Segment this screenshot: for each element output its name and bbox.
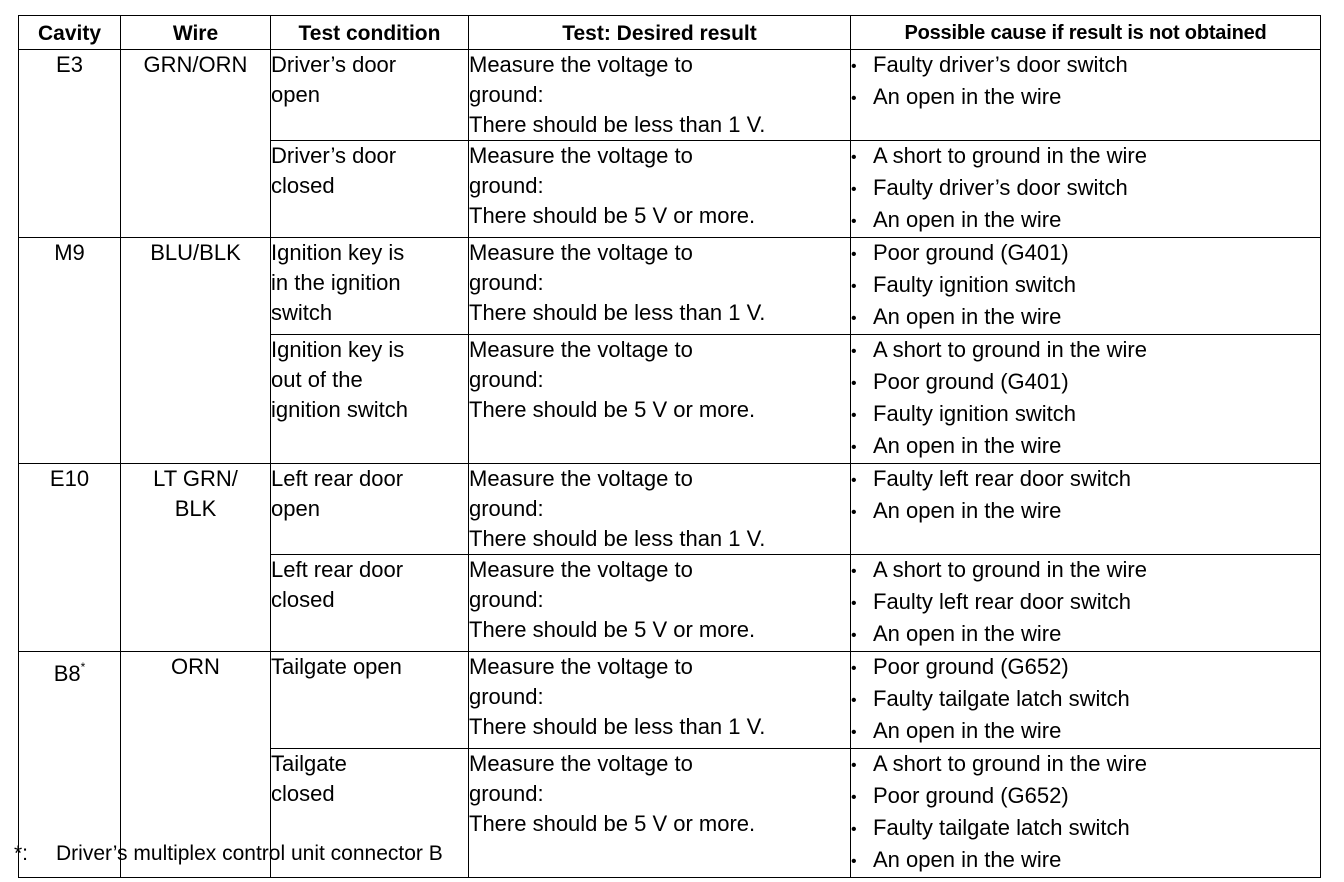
- header-row: [19, 16, 1321, 50]
- possible-cause-item: • An open in the wire: [851, 619, 1320, 651]
- possible-cause-cell: [851, 652, 1321, 749]
- possible-cause-cell: [851, 238, 1321, 335]
- test-condition-line: out of the: [271, 367, 363, 392]
- wire-cell: [121, 464, 271, 652]
- desired-result-line: Measure the voltage to: [469, 751, 693, 776]
- desired-result-line: There should be less than 1 V.: [469, 300, 766, 325]
- possible-cause-item: • A short to ground in the wire: [851, 335, 1320, 367]
- desired-result-line: Measure the voltage to: [469, 143, 693, 168]
- wire-cell: [121, 238, 271, 464]
- cavity-cell: [19, 464, 121, 652]
- desired-result-line: Measure the voltage to: [469, 240, 693, 265]
- header-wire: Wire: [121, 16, 271, 50]
- cavity-label: E3: [56, 52, 83, 77]
- possible-cause-item: • Faulty ignition switch: [851, 399, 1320, 431]
- possible-cause-item: • Faulty tailgate latch switch: [851, 684, 1320, 716]
- test-condition-cell: [271, 652, 469, 749]
- possible-cause-item: • An open in the wire: [851, 496, 1320, 528]
- possible-cause-item: • A short to ground in the wire: [851, 749, 1320, 781]
- possible-cause-item: • An open in the wire: [851, 205, 1320, 237]
- desired-result-line: ground:: [469, 781, 544, 806]
- wire-label: BLU/BLK: [150, 240, 241, 265]
- desired-result-cell: [469, 464, 851, 555]
- table-row: [19, 238, 1321, 335]
- possible-cause-cell: [851, 50, 1321, 141]
- possible-cause-item: • A short to ground in the wire: [851, 555, 1320, 587]
- test-condition-cell: [271, 464, 469, 555]
- possible-cause-item: • An open in the wire: [851, 431, 1320, 463]
- test-condition-line: Left rear door: [271, 557, 404, 582]
- test-condition-cell: [271, 50, 469, 141]
- possible-cause-item: • A short to ground in the wire: [851, 141, 1320, 173]
- test-condition-line: closed: [271, 173, 335, 198]
- test-condition-cell: [271, 141, 469, 238]
- header-test-condition: Test condition: [271, 16, 469, 50]
- desired-result-line: ground:: [469, 367, 544, 392]
- test-condition-line: Driver’s door: [271, 52, 397, 77]
- test-condition-line: Tailgate: [271, 751, 347, 776]
- test-condition-line: Driver’s door: [271, 143, 397, 168]
- possible-cause-item: • Poor ground (G652): [851, 652, 1320, 684]
- desired-result-line: There should be less than 1 V.: [469, 526, 766, 551]
- desired-result-line: ground:: [469, 587, 544, 612]
- possible-cause-cell: [851, 335, 1321, 464]
- possible-cause-item: • Poor ground (G401): [851, 367, 1320, 399]
- possible-cause-cell: [851, 141, 1321, 238]
- header-desired-result: Test: Desired result: [469, 16, 851, 50]
- possible-cause-item: • Faulty driver’s door switch: [851, 50, 1320, 82]
- possible-cause-item: • An open in the wire: [851, 845, 1320, 877]
- desired-result-line: There should be 5 V or more.: [469, 397, 756, 422]
- desired-result-line: Measure the voltage to: [469, 557, 693, 582]
- desired-result-cell: [469, 141, 851, 238]
- test-condition-line: Ignition key is: [271, 337, 405, 362]
- desired-result-cell: [469, 749, 851, 878]
- test-condition-line: Tailgate open: [271, 654, 402, 679]
- desired-result-line: There should be less than 1 V.: [469, 112, 766, 137]
- desired-result-cell: [469, 652, 851, 749]
- wire-label: ORN: [171, 654, 220, 679]
- possible-cause-item: • Poor ground (G401): [851, 238, 1320, 270]
- desired-result-line: There should be less than 1 V.: [469, 714, 766, 739]
- possible-cause-cell: [851, 464, 1321, 555]
- test-condition-cell: [271, 238, 469, 335]
- possible-cause-item: • Faulty left rear door switch: [851, 587, 1320, 619]
- desired-result-cell: [469, 238, 851, 335]
- cavity-cell: [19, 238, 121, 464]
- footnote-text: Driver’s multiplex control unit connector B: [56, 842, 443, 865]
- desired-result-line: There should be 5 V or more.: [469, 203, 756, 228]
- table-row: [19, 50, 1321, 141]
- footnote: [14, 842, 443, 866]
- desired-result-line: ground:: [469, 173, 544, 198]
- footnote-mark: *:: [14, 842, 29, 865]
- possible-cause-cell: [851, 749, 1321, 878]
- test-condition-cell: [271, 555, 469, 652]
- header-possible-cause: Possible cause if result is not obtained: [851, 16, 1321, 50]
- possible-cause-item: • An open in the wire: [851, 302, 1320, 334]
- cavity-footnote-mark: *: [80, 660, 86, 674]
- possible-cause-item: • Faulty ignition switch: [851, 270, 1320, 302]
- test-condition-line: Ignition key is: [271, 240, 405, 265]
- table-body: [19, 50, 1321, 878]
- cavity-test-table: [18, 15, 1321, 878]
- test-condition-cell: [271, 335, 469, 464]
- wire-label: BLK: [174, 496, 217, 521]
- test-condition-line: ignition switch: [271, 397, 408, 422]
- possible-cause-item: • An open in the wire: [851, 82, 1320, 114]
- table-row: [19, 652, 1321, 749]
- header-cavity: Cavity: [19, 16, 121, 50]
- possible-cause-item: • An open in the wire: [851, 716, 1320, 748]
- desired-result-line: ground:: [469, 82, 544, 107]
- desired-result-line: Measure the voltage to: [469, 337, 693, 362]
- desired-result-cell: [469, 335, 851, 464]
- possible-cause-cell: [851, 555, 1321, 652]
- desired-result-line: ground:: [469, 684, 544, 709]
- test-condition-line: Left rear door: [271, 466, 404, 491]
- desired-result-line: Measure the voltage to: [469, 52, 693, 77]
- cavity-label: M9: [54, 240, 85, 265]
- test-condition-line: open: [271, 82, 320, 107]
- cavity-label: E10: [49, 466, 90, 491]
- test-condition-line: in the ignition: [271, 270, 401, 295]
- desired-result-line: Measure the voltage to: [469, 466, 693, 491]
- desired-result-line: Measure the voltage to: [469, 654, 693, 679]
- desired-result-line: ground:: [469, 496, 544, 521]
- cavity-label: B8: [53, 661, 81, 686]
- wire-label: GRN/ORN: [143, 52, 248, 77]
- possible-cause-item: • Poor ground (G652): [851, 781, 1320, 813]
- desired-result-line: There should be 5 V or more.: [469, 617, 756, 642]
- possible-cause-item: • Faulty left rear door switch: [851, 464, 1320, 496]
- desired-result-line: There should be 5 V or more.: [469, 811, 756, 836]
- test-condition-line: open: [271, 496, 320, 521]
- possible-cause-item: • Faulty tailgate latch switch: [851, 813, 1320, 845]
- desired-result-line: ground:: [469, 270, 544, 295]
- test-condition-line: switch: [271, 300, 333, 325]
- wire-label: LT GRN/: [153, 466, 238, 491]
- desired-result-cell: [469, 50, 851, 141]
- desired-result-cell: [469, 555, 851, 652]
- cavity-cell: [19, 50, 121, 238]
- test-condition-line: closed: [271, 587, 335, 612]
- test-condition-line: closed: [271, 781, 335, 806]
- wire-cell: [121, 50, 271, 238]
- table-row: [19, 464, 1321, 555]
- possible-cause-item: • Faulty driver’s door switch: [851, 173, 1320, 205]
